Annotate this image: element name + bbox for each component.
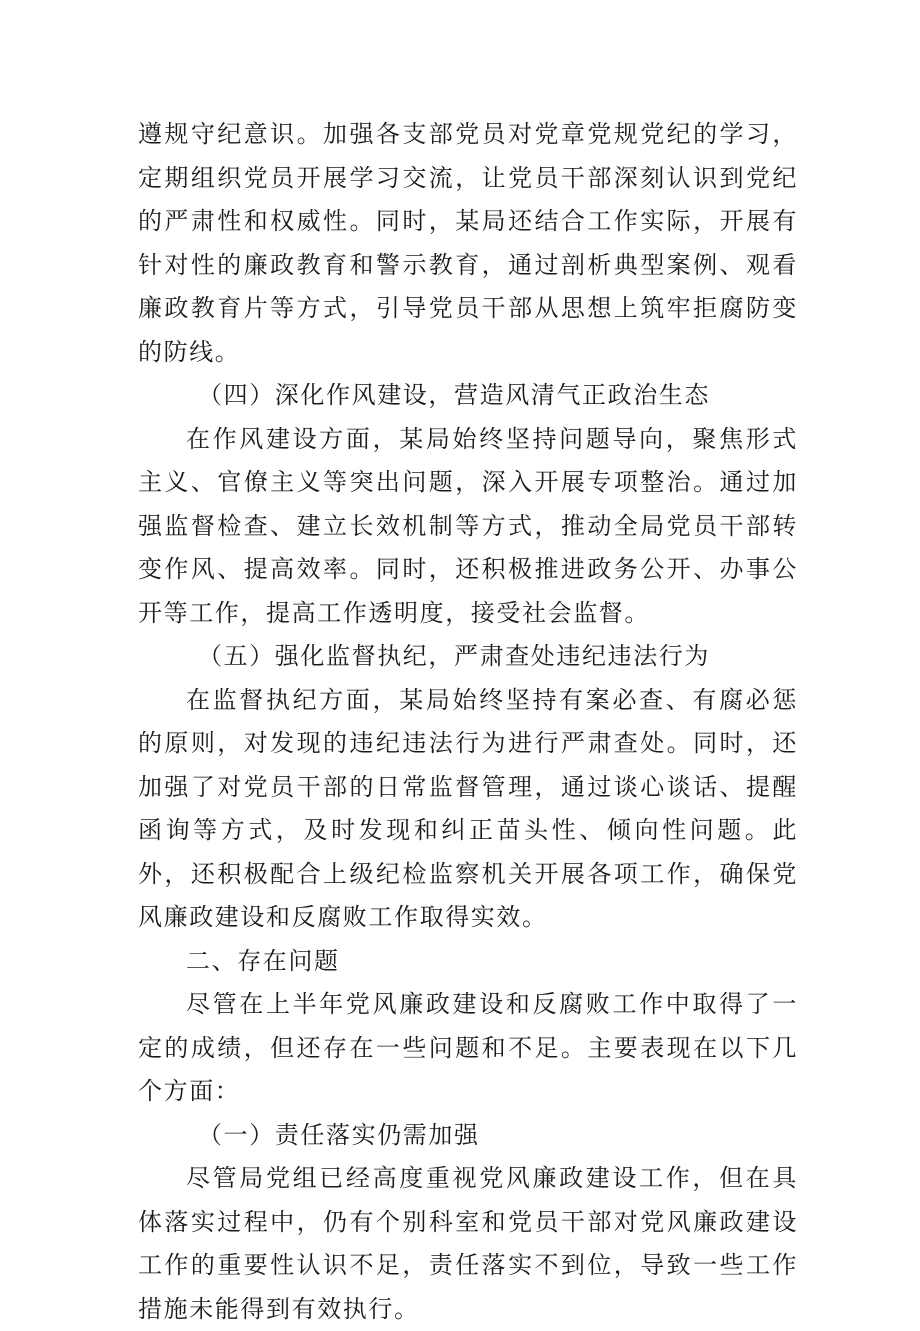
paragraph-problems-intro: 尽管在上半年党风廉政建设和反腐败工作中取得了一定的成绩，但还存在一些问题和不足。主要表现在以下几个方面：: [138, 990, 798, 1105]
paragraph-style-building: 在作风建设方面，某局始终坚持问题导向，聚焦形式主义、官僚主义等突出问题，深入开展专项整治。通过加强监督检查、建立长效机制等方式，推动全局党员干部转变作风、提高效率。同时，还积极推进政务公开、办事公开等工作，提高工作透明度，接受社会监督。: [138, 424, 798, 627]
heading-existing-problems: 二、存在问题: [186, 946, 340, 975]
subheading-1-responsibility: （一）责任落实仍需加强: [198, 1120, 480, 1149]
paragraph-responsibility: 尽管局党组已经高度重视党风廉政建设工作，但在具体落实过程中，仍有个别科室和党员干部对党风廉政建设工作的重要性认识不足，责任落实不到位，导致一些工作措施未能得到有效执行。: [138, 1164, 798, 1323]
subheading-5-supervision: （五）强化监督执纪，严肃查处违纪违法行为: [198, 642, 710, 670]
paragraph-continuation: 遵规守纪意识。加强各支部党员对党章党规党纪的学习，定期组织党员开展学习交流，让党员干部深刻认识到党纪的严肃性和权威性。同时，某局还结合工作实际，开展有针对性的廉政教育和警示教育，通过剖析典型案例、观看廉政教育片等方式，引导党员干部从思想上筑牢拒腐防变的防线。: [138, 120, 798, 366]
document-body: [138, 113, 798, 1331]
paragraph-supervision: 在监督执纪方面，某局始终坚持有案必查、有腐必惩的原则，对发现的违纪违法行为进行严肃查处。同时，还加强了对党员干部的日常监督管理，通过谈心谈话、提醒函询等方式，及时发现和纠正苗头性、倾向性问题。此外，还积极配合上级纪检监察机关开展各项工作，确保党风廉政建设和反腐败工作取得实效。: [138, 685, 798, 931]
subheading-4-style-building: （四）深化作风建设，营造风清气正政治生态: [198, 381, 710, 409]
